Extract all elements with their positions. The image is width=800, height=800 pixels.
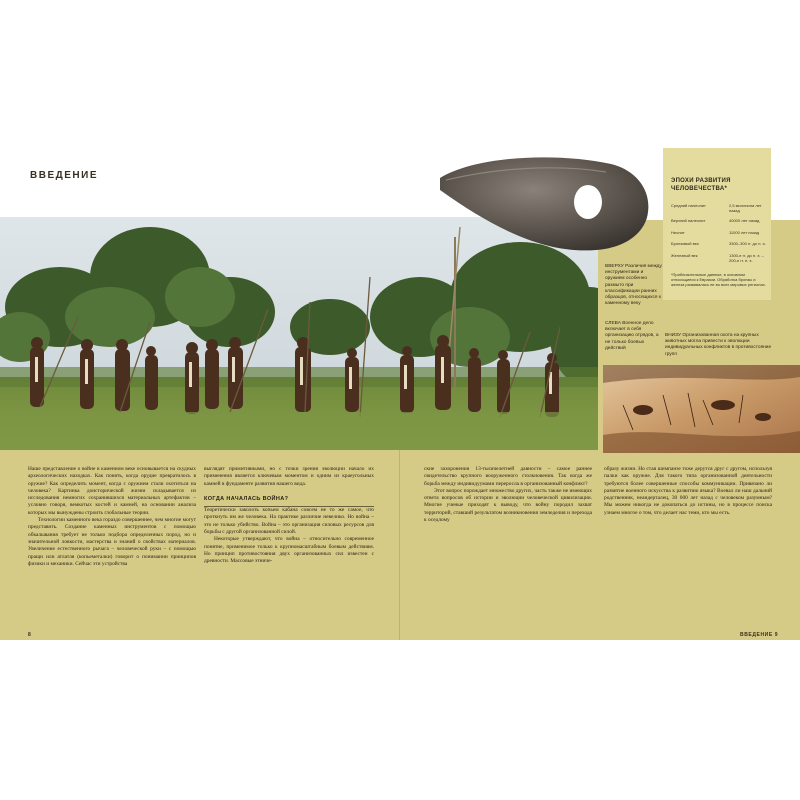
epoch-name: Верхний палеолит (671, 218, 706, 223)
paragraph: Этот вопрос порождает множество других, часть также не имеющих ответа вопросов об истории и эволюции человеческой цивилизации. Многие ученые приходят к выводу, что войну породил захват территорий, ставший результатом возникновения земледелия и перехода к оседлому (424, 487, 592, 524)
epoch-date: 3300–300 гг. до н. э. (729, 241, 766, 246)
page-number-right: ВВЕДЕНИЕ 9 (740, 632, 779, 638)
paragraph: Наше представление о войне в каменном веке основывается на скудных археологических находках. Как понять, когда орудие превратилось в оружие? Как определить момент, когда с оружием стали охотиться на человека? Картинка доисторической жизни складывается из исследования немногих сохранившихся материальных артефактов – условно говоря, вемкотых костей и камней, на основании анализа которых мы вынуждены строить глобальные теории. (28, 466, 196, 516)
section-title: ВВЕДЕНИЕ (30, 170, 98, 181)
subheading: КОГДА НАЧАЛАСЬ ВОЙНА? (204, 488, 374, 507)
epoch-name: Железный век (671, 253, 698, 258)
text-column-4 (604, 466, 772, 517)
text-column-1 (28, 466, 196, 568)
epochs-title: ЭПОХИ РАЗВИТИЯ ЧЕЛОВЕЧЕСТВА* (671, 178, 731, 192)
caption-bottom: ВНИЗУ Организованная охота на крупных животных могла привести к эволюции индивидуальных конфликтов в противостояние групп (665, 333, 772, 357)
epoch-name: Неолит (671, 230, 685, 235)
text-column-2 (204, 466, 374, 566)
text-column-3 (424, 466, 592, 524)
epoch-name: Бронзовый век (671, 241, 699, 246)
paragraph: ские захоронения 13-тысячелетней давности – самое раннее свидетельство крупного вооруженного столкновения. Так когда же борьба между индивидуумами переросла в организованный конфликт? (424, 466, 592, 487)
epoch-date: 1300-е гг. до н. э. – 200-е гг. н. э. (729, 253, 764, 263)
epochs-sidebar (663, 148, 771, 300)
paragraph: выглядят примитивными, но с точки зрения эволюции начало их применения является ключевым моментом и одним из краеугольных камней в фундаменте развития нашего вида. (204, 466, 374, 487)
epoch-date: 40000 лет назад (729, 218, 760, 223)
caption-left: СЛЕВА Военное дело включает в себя организацию отрядов, а не только боевых действий (605, 321, 659, 351)
paragraph: Технологии каменного века гораздо совершеннее, чем многие могут представить. Создание каменных инструментов с помощью обкалывания требует не только подбора определенных пород, но и значительной ловкости, мастерства и знаний о свойствах материалов. Увеличение естественного рычага – человеческой руки – с помощью пращи или атлатля (копьеметалки) говорит о понимании принципов физики и механики. Сейчас эти устройства (28, 517, 196, 567)
paragraph: образу жизни. Но стая шимпанзе тоже дерутся друг с другом, используя палки как оружие. Для такого типа организованной деятельности требуются более совершенные способы коммуникации. Привязано ли развитие военного искусства к развитию языка? Воевал ли наш дальний родственник, неандерталец, 30 000 лет назад с человеком разумным? Мы можем никогда не докопаться до истины, но в процессе поиска узнаем многое о том, что делает нас теми, кто мы есть. (604, 466, 772, 516)
epoch-name: Средний палеолит (671, 203, 706, 208)
caption-top: ВВЕРХУ Различия между инструментами и оружием особенно размыто при классификации ранних образцов, относящихся к каменному веку (605, 264, 662, 307)
paragraph: Теоретически заколоть копьем кабана совсем не то же самое, что проткнуть им же человека. На практике различие невелико. Но война – это не только убийство. Война – это организация силовых ресурсов для борьбы с другой организованной силой. (204, 507, 374, 536)
gutter (399, 450, 400, 640)
epoch-date: 2,5 миллиона лет назад (729, 203, 762, 213)
epochs-footnote: *Приблизительные данные, в основном относящиеся к Евразии. Обработка бронзы и железа развивалась не во всех мировых регионах. (671, 272, 766, 287)
cave-painting-image (603, 365, 800, 453)
stone-axe-image (436, 150, 656, 260)
paragraph: Некоторые утверждают, что война – относительно современное понятие, применимое только к крупномасштабным боевым действиям. Но принцип противостояния двух организованных сил известен с древности. Массовые этниче- (204, 536, 374, 565)
epoch-date: 11000 лет назад (729, 230, 760, 235)
page-number-left: 8 (28, 632, 31, 638)
